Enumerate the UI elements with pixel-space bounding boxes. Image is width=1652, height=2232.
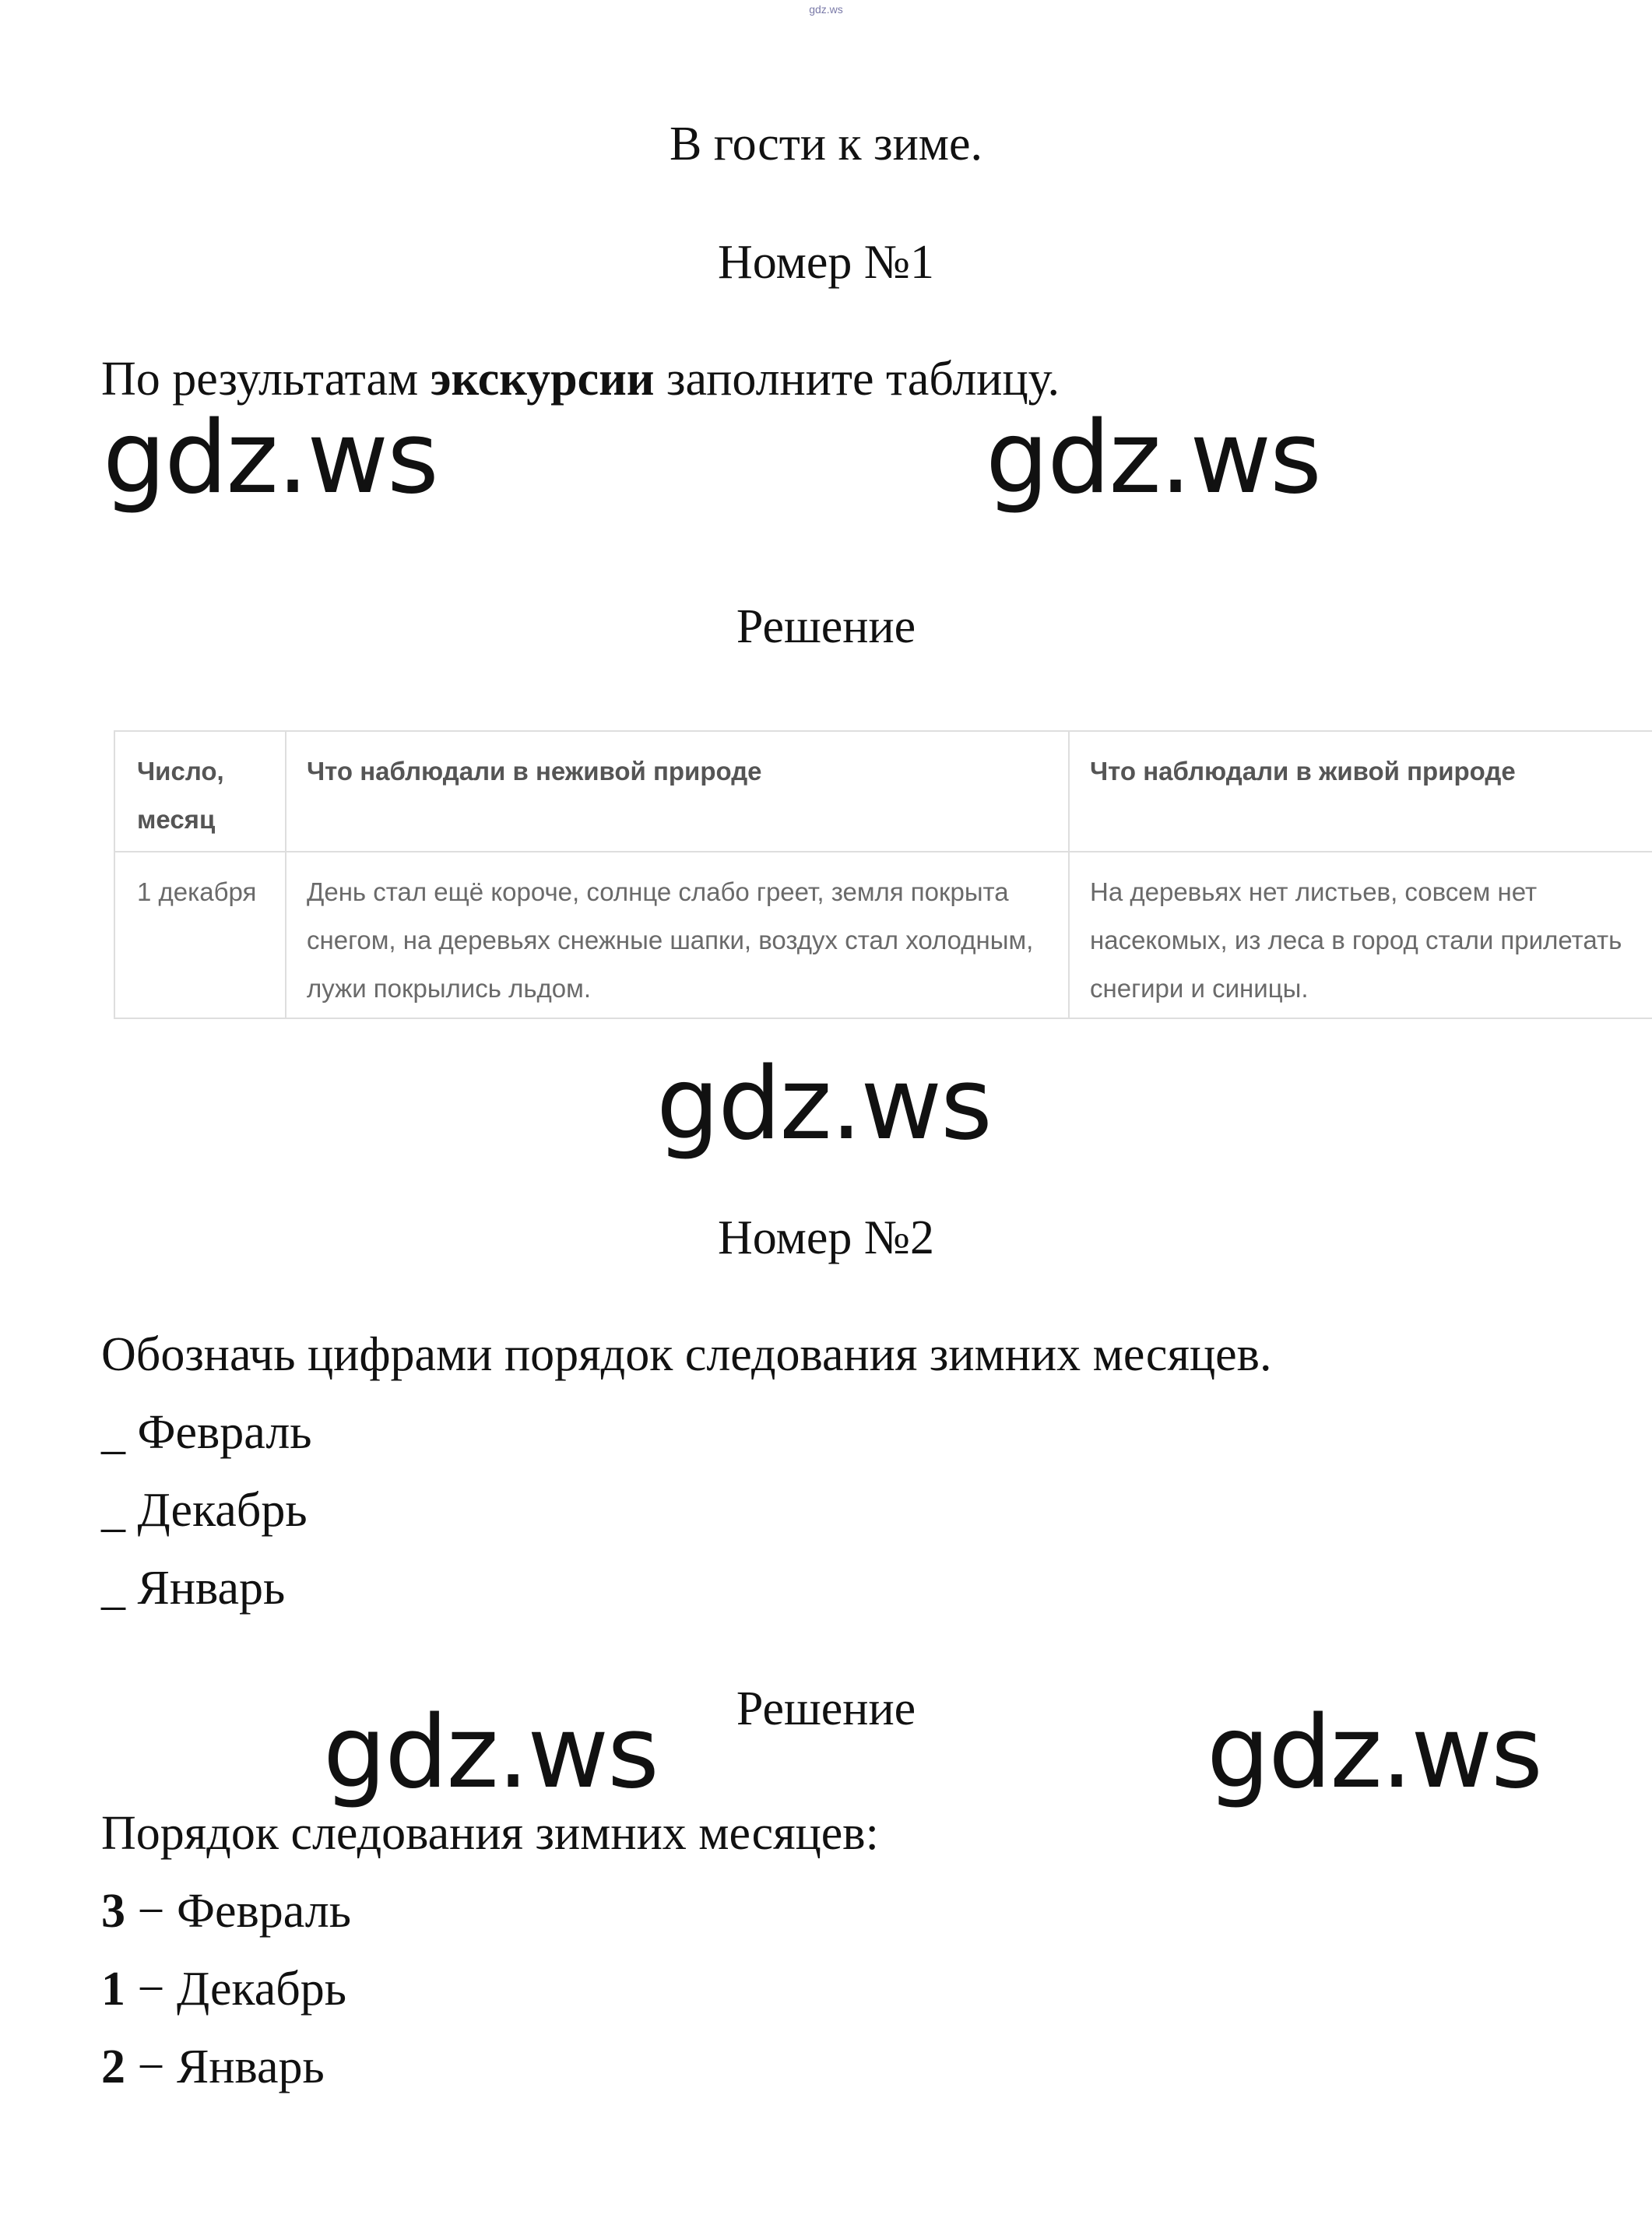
watermark: gdz.ws: [1207, 1695, 1541, 1811]
task2-item-3: _ Январь: [101, 1562, 286, 1615]
answer-intro: Порядок следования зимних месяцев:: [101, 1807, 879, 1860]
table-header-nonliving: Что наблюдали в неживой природе: [307, 757, 762, 786]
task2-text: Обозначь цифрами порядок следования зимних месяцев.: [101, 1328, 1272, 1381]
observation-table: [114, 730, 1652, 1019]
answer-text: − Февраль: [125, 1885, 352, 1938]
task1-text-bold: экскурсии: [430, 353, 655, 406]
task2-item-2: _ Декабрь: [101, 1484, 308, 1537]
answer-text: − Январь: [125, 2040, 325, 2093]
task2-heading: Номер №2: [717, 1211, 934, 1264]
task2-solution-heading: Решение: [736, 1682, 916, 1735]
answer-num: 3: [101, 1885, 125, 1938]
table-header-living: Что наблюдали в живой природе: [1090, 757, 1516, 786]
table-cell-living: На деревьях нет листьев, совсем нет насекомых, из леса в город стали прилетать снегири и синицы.: [1090, 877, 1622, 1003]
task1-heading: Номер №1: [717, 236, 934, 289]
task2-item-1: _ Февраль: [101, 1406, 312, 1459]
table-cell-date: 1 декабря: [137, 877, 257, 906]
task1-text-post: заполните таблицу.: [654, 353, 1060, 406]
table-cell-nonliving: День стал ещё короче, солнце слабо греет, земля покрыта снегом, на деревьях снежные шапки, воздух стал холодным, лужи покрылись льдом.: [307, 877, 1034, 1003]
answer-item-3: [101, 2040, 325, 2095]
answer-item-1: [101, 1884, 351, 1939]
watermark: gdz.ws: [103, 400, 438, 516]
answer-num: 2: [101, 2040, 125, 2093]
top-watermark: gdz.ws: [809, 3, 843, 16]
answer-num: 1: [101, 1963, 125, 2016]
table-header-date: Число, месяц: [137, 757, 224, 834]
page-title: В гости к зиме.: [669, 118, 983, 170]
answer-text: − Декабрь: [125, 1963, 347, 2016]
task1-solution-heading: Решение: [736, 600, 916, 653]
watermark: gdz.ws: [986, 400, 1320, 516]
task1-text: [101, 352, 1060, 407]
task1-text-pre: По результатам: [101, 353, 431, 406]
watermark: gdz.ws: [323, 1695, 658, 1811]
answer-item-2: [101, 1962, 346, 2017]
watermark: gdz.ws: [656, 1046, 991, 1162]
